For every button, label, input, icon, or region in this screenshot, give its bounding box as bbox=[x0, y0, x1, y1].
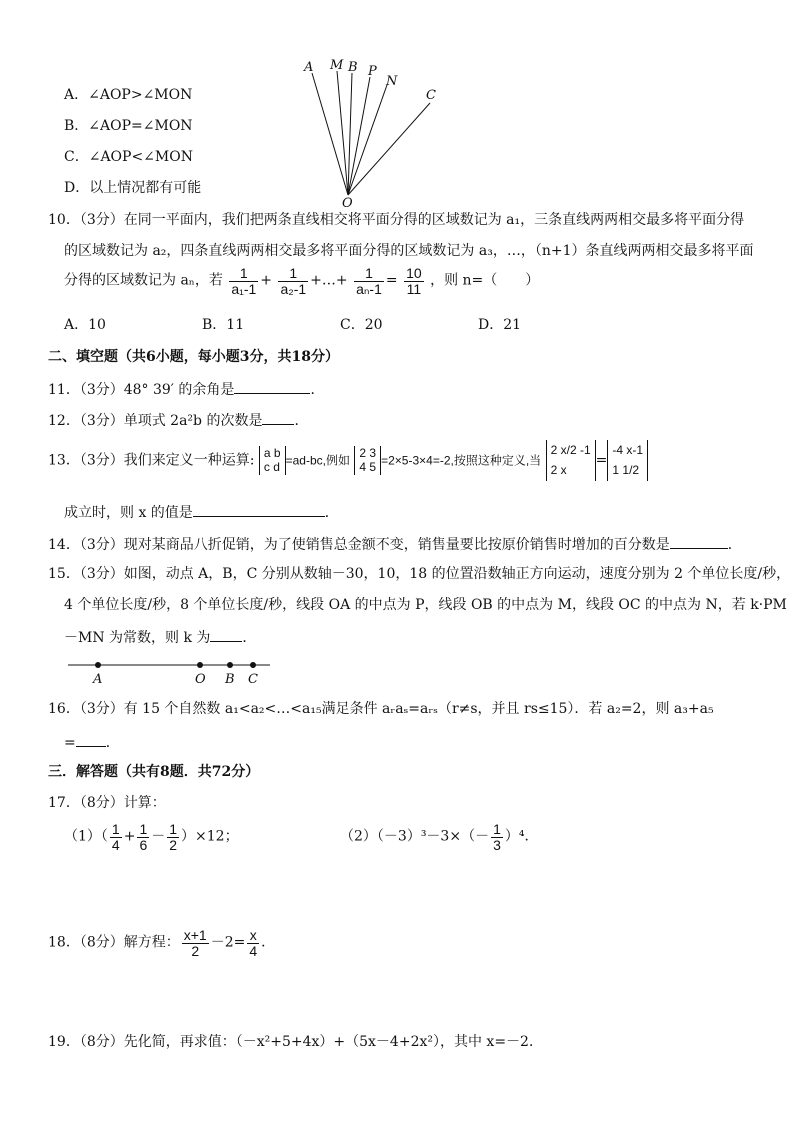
q10-frac1: $\frac{1}{\text{a₁-1}}$ bbox=[231, 265, 257, 297]
q10-option-b: B．11 bbox=[202, 317, 245, 333]
q9-angle-figure bbox=[290, 55, 450, 210]
q13-line2: 成立时，则 x 的值是 ． bbox=[64, 505, 339, 521]
axis-label-b: B bbox=[225, 672, 235, 686]
q18-frac1: $\frac{x+1}{2}$ bbox=[183, 927, 207, 959]
q10-line3-prefix: 分得的区域数记为 aₙ，若 bbox=[64, 272, 223, 289]
axis-label-a: A bbox=[93, 672, 103, 686]
q16-line2: = ． bbox=[64, 735, 120, 751]
label-m: M bbox=[330, 58, 344, 73]
section2-heading: 二、填空题（共6小题，每小题3分，共18分） bbox=[48, 349, 339, 365]
q10-option-d: D．21 bbox=[478, 317, 522, 333]
q10-line2: 的区域数记为 a₂，四条直线两两相交最多将平面分得的区域数记为 a₃，…，（n+1）条直线两两相交最多将平面 bbox=[64, 243, 754, 259]
q12-text: 12．（3分）单项式 2a²b 的次数是 bbox=[48, 413, 263, 429]
q9-option-b: B．∠AOP=∠MON bbox=[64, 118, 193, 134]
q17-p1-frac2: $\frac{1}{6}$ bbox=[139, 821, 148, 853]
q17-part1: （1）（ $\frac{1}{4}$ + $\frac{1}{6}$ － $\frac{1}{2}$ ）×12； bbox=[64, 821, 239, 853]
q10-line1: 10．（3分）在同一平面内，我们把两条直线相交将平面分得的区域数记为 a₁，三条直线两两相交最多将平面分得 bbox=[48, 212, 745, 228]
label-a: A bbox=[304, 60, 314, 75]
q15-line1: 15．（3分）如图，动点 A，B，C 分别从数轴－30，10，18 的位置沿数轴正方向运动，速度分别为 2 个单位长度/秒， bbox=[48, 566, 791, 582]
axis-label-o: O bbox=[195, 672, 206, 686]
section3-heading: 三．解答题（共有8题．共72分） bbox=[48, 764, 260, 780]
q13-matrix-right: -4 x-1 1 1/2 bbox=[607, 440, 648, 481]
label-p: P bbox=[368, 64, 377, 79]
q13-matrix-example: 2 3 4 5 bbox=[354, 446, 381, 475]
q17-p2-frac: $\frac{1}{3}$ bbox=[493, 821, 501, 853]
q12-blank[interactable] bbox=[262, 412, 294, 425]
q17-part2: （2）（－3）³－3×（－ $\frac{1}{3}$ ）⁴． bbox=[340, 821, 539, 853]
ray-oc bbox=[348, 103, 430, 195]
q11: 11．（3分）48° 39′ 的余角是 ． bbox=[48, 382, 325, 398]
q13-line2-text: 成立时，则 x 的值是 bbox=[64, 505, 193, 521]
q9-option-d: D．以上情况都有可能 bbox=[64, 180, 202, 196]
q13-matrix-def: a b c d bbox=[259, 446, 286, 475]
q19: 19．（8分）先化简，再求值：（－x²+5+4x）+（5x－4+2x²），其中 x=－2． bbox=[48, 1034, 543, 1050]
q15-line3: －MN 为常数，则 k 为 ． bbox=[64, 630, 257, 646]
q10-option-a: A．10 bbox=[64, 317, 106, 333]
ray-on bbox=[348, 85, 387, 195]
axis-label-c: C bbox=[248, 672, 258, 686]
label-c: C bbox=[426, 88, 436, 103]
q17-p1-frac3: $\frac{1}{2}$ bbox=[169, 821, 178, 853]
q10-line3: 分得的区域数记为 aₙ，若 $\frac{1}{\text{a₁-1}}$ + $\frac{1}{\text{a₂-1}}$ +…+ $\frac{1}{\text{aₙ-1}}$ = $\frac{10}{11}$ ，则 n=（ ） bbox=[64, 265, 540, 297]
q9-option-c: C．∠AOP<∠MON bbox=[64, 149, 193, 165]
point-a bbox=[95, 662, 101, 668]
label-b: B bbox=[348, 60, 358, 75]
q10-option-c: C．20 bbox=[340, 317, 383, 333]
q14: 14．（3分）现对某商品八折促销，为了使销售总金额不变，销售量要比按原价销售时增加的百分数是 ． bbox=[48, 537, 742, 553]
q14-blank[interactable] bbox=[670, 536, 728, 549]
q10-rhs-frac: $\frac{10}{11}$ bbox=[406, 265, 422, 297]
q15-line3-text: －MN 为常数，则 k 为 bbox=[64, 630, 211, 646]
q14-text: 14．（3分）现对某商品八折促销，为了使销售总金额不变，销售量要比按原价销售时增加的百分数是 bbox=[48, 537, 670, 553]
q10-tail: ，则 n=（ ） bbox=[430, 272, 540, 289]
label-o: O bbox=[342, 196, 353, 210]
q16-blank[interactable] bbox=[76, 734, 106, 747]
q16-line1: 16．（3分）有 15 个自然数 a₁<a₂<…<a₁₅满足条件 aᵣaₛ=aᵣₛ（r≠s，并且 rs≤15）．若 a₂=2，则 a₃+a₅ bbox=[48, 701, 714, 717]
q18: 18．（8分）解方程： $\frac{x+1}{2}$ －2= $\frac{x}{4}$ ． bbox=[48, 927, 276, 959]
q15-line2: 4 个单位长度/秒，8 个单位长度/秒，线段 OA 的中点为 P，线段 OB 的中点为 M，线段 OC 的中点为 N，若 k·PM bbox=[64, 597, 787, 613]
q11-text: 11．（3分）48° 39′ 的余角是 bbox=[48, 382, 235, 398]
q13-prefix: 13．（3分）我们来定义一种运算: bbox=[48, 452, 255, 469]
q13-matrix-left: 2 x/2 -1 2 x bbox=[546, 440, 596, 481]
q9-option-a: A．∠AOP>∠MON bbox=[64, 87, 193, 103]
point-c bbox=[250, 662, 256, 668]
q12: 12．（3分）单项式 2a²b 的次数是 ． bbox=[48, 413, 309, 429]
q11-blank[interactable] bbox=[234, 381, 310, 394]
q15-blank[interactable] bbox=[210, 629, 242, 642]
q13-line1: 13．（3分）我们来定义一种运算: a b c d =ad-bc,例如 2 3 4 5 =2×5-3×4=-2,按照这种定义,当 2 x/2 -1 2 x = -4 x-1 1 1/2 bbox=[48, 440, 648, 481]
q10-fracn: $\frac{1}{\text{aₙ-1}}$ bbox=[356, 265, 382, 297]
q15-number-line bbox=[66, 656, 276, 686]
q17-p1-frac1: $\frac{1}{4}$ bbox=[111, 821, 120, 853]
point-b bbox=[227, 662, 233, 668]
q13-blank[interactable] bbox=[193, 504, 325, 517]
q18-frac2: $\frac{x}{4}$ bbox=[249, 927, 258, 959]
point-o bbox=[197, 662, 203, 668]
q17-head: 17．（8分）计算： bbox=[48, 795, 166, 811]
label-n: N bbox=[386, 74, 398, 89]
q10-frac2: $\frac{1}{\text{a₂-1}}$ bbox=[280, 265, 307, 297]
